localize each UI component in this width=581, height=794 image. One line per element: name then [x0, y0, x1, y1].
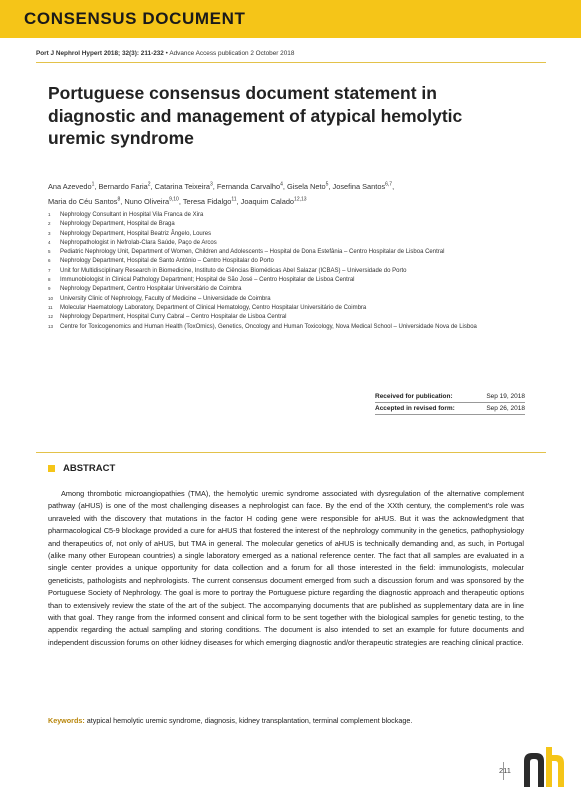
section-marker-icon [48, 465, 55, 472]
accepted-label: Accepted in revised form: [375, 405, 455, 412]
affiliation-item: 13 Centre for Toxicogenomics and Human Health (ToxOmics), Genetics, Oncology and Human Toxicology, Nova Medical School – Universidade Nova de Lisboa [48, 323, 477, 330]
affiliation-item: 4 Nephropathologist in Nefrolab-Clara Saúde, Paço de Arcos [48, 239, 217, 246]
affiliation-item: 6 Nephrology Department, Hospital de Santo António – Centro Hospitalar do Porto [48, 258, 274, 265]
abstract-divider [36, 452, 546, 453]
affiliation-item: 5 Pediatric Nephrology Unit, Department of Women, Children and Adolescents – Hospital de Dona Estefânia – Centro Hospitalar de Lisboa Central [48, 249, 445, 256]
author: Bernardo Faria$^2$, [98, 182, 155, 192]
affiliation-item: 9 Nephrology Department, Centro Hospitalar Universitário de Coimbra [48, 286, 242, 293]
author: Joaquim Calado$^{12,13}$ [240, 196, 307, 207]
author: Catarina Teixeira$^3$, [154, 182, 217, 192]
keywords [48, 716, 538, 725]
accepted-row [375, 403, 525, 415]
abstract-heading-text: ABSTRACT [63, 463, 116, 474]
header-bar [0, 0, 581, 38]
received-row [375, 391, 525, 403]
affiliation-item: 12 Nephrology Department, Hospital Curry Cabral – Centro Hospitalar de Lisboa Central [48, 314, 287, 321]
affiliation-list [48, 211, 548, 332]
advance-access: Advance Access publication 2 October 2018 [169, 50, 295, 57]
affiliation-item: 11 Molecular Haematology Laboratory, Department of Clinical Hematology, Centro Hospitalar Universitário de Coimbra [48, 304, 367, 311]
affiliation-item: 7 Unit for Multidisciplinary Research in Biomedicine, Instituto de Ciências Biomédicas Abel Salazar (ICBAS) – Universidade do Porto [48, 267, 407, 274]
abstract-body: Among thrombotic microangiopathies (TMA), the hemolytic uremic syndrome associated with dysregulation of the alternative complement pathway (aHUS) is one of the most challenging diseases a nephrologist can face. By the end of the XXth century, the complement's role was unraveled with the discovery that mutations in the factor H coding gene were responsible for aHUS. But it was the acknowledgment that pharmacological C5-9 blockage provided a cure for aHUS that fostered the interest of the nephrology community in the genetics, pathophysiology and therapeutics of, not only of aHUS, but TMA in general. The molecular genetics of aHUS is technically demanding and, as such, in Portugal (alike many other European countries) a single laboratory emerged as a national reference center. The fact that all samples are evaluated in a single center provides a unique opportunity for data collection and a forum for all those interested in the field: immunologists, molecular geneticists, pathologists and nephrologists. The current consensus document emerged from such a discussion forum and was sponsored by the Portuguese Society of Nephrology. The goal is more to portray the Portuguese picture regarding the diagnostic approach and therapeutic options than to extensively review the state of the art of the subject. The accompanying documents that are published as supplementary data are in line with that goal. They range from the informed consent and clinical form to be sent together with the biological samples for genetic testing, to the appendix regarding the actual sampling and storing conditions. The document is also intended to set an example for future documents and independent discussion forums on other kidney diseases for which emerging diagnostic and/or therapeutic strategies are reaching clinical practice. [48, 489, 524, 647]
publication-dates [375, 391, 525, 415]
keywords-text: atypical hemolytic uremic syndrome, diagnosis, kidney transplantation, terminal complement blockage. [86, 716, 413, 725]
author: Fernanda Carvalho$^4$, [216, 182, 288, 192]
author: Teresa Fidalgo$^{11}$, [182, 196, 241, 207]
author: Gisela Neto$^5$, [287, 182, 333, 192]
affiliation-item: 10 University Clinic of Nephrology, Faculty of Medicine – Universidade de Coimbra [48, 295, 271, 302]
affiliation-item: 2 Nephrology Department, Hospital de Braga [48, 221, 175, 228]
received-value: Sep 19, 2018 [486, 393, 525, 400]
author: Ana Azevedo$^1$, [48, 182, 99, 192]
accepted-value: Sep 26, 2018 [486, 405, 525, 412]
journal-logo-icon [522, 747, 566, 787]
top-divider [36, 62, 546, 63]
affiliation-item: 8 Immunobiologist in Clinical Pathology Department; Hospital de São José – Centro Hospitalar de Lisboa Central [48, 277, 355, 284]
citation-bullet: • [165, 50, 168, 57]
journal-citation [36, 50, 294, 57]
affiliation-item: 1 Nephrology Consultant in Hospital Vila Franca de Xira [48, 212, 204, 218]
article-title: Portuguese consensus document statement in diagnostic and management of atypical hemolytic uremic syndrome [48, 83, 463, 148]
author: Maria do Céu Santos$^8$, [48, 196, 125, 207]
abstract-heading [48, 463, 115, 474]
citation: Port J Nephrol Hypert 2018; 32(3): 211-232 [36, 50, 164, 57]
keywords-label: Keywords: [48, 716, 85, 725]
page-number: 211 [499, 766, 511, 775]
author: Josefina Santos$^{6,7}$, [332, 182, 395, 192]
author-list [48, 179, 548, 209]
received-label: Received for publication: [375, 393, 453, 400]
document-type-label: CONSENSUS DOCUMENT [24, 9, 246, 28]
author: Nuno Oliveira$^{9,10}$, [124, 196, 183, 207]
affiliation-item: 3 Nephrology Department, Hospital Beatriz Ângelo, Loures [48, 230, 212, 237]
